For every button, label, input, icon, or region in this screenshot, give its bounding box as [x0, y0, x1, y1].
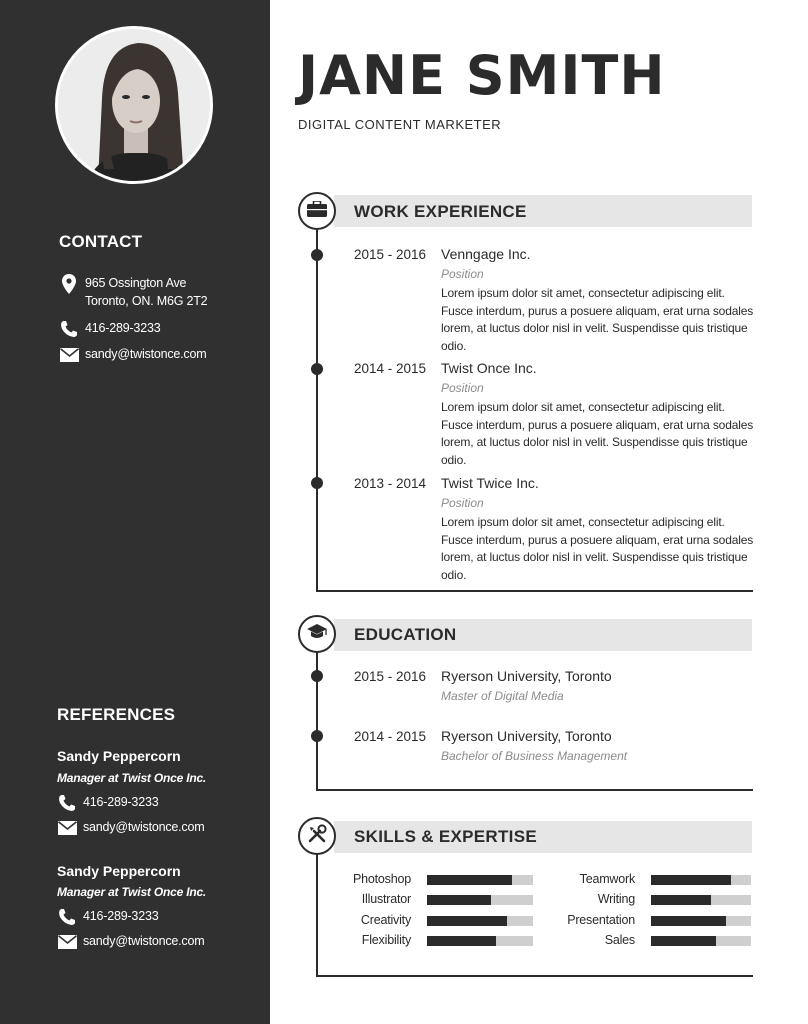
- education-years: 2014 - 2015: [354, 729, 427, 744]
- envelope-icon: [57, 932, 77, 952]
- job-title: DIGITAL CONTENT MARKETER: [298, 117, 502, 132]
- skill-label: Sales: [604, 933, 635, 947]
- reference-name: Sandy Peppercorn: [57, 863, 181, 879]
- timeline-dot: [311, 363, 323, 375]
- education-heading: EDUCATION: [354, 625, 457, 644]
- education-section-badge: [298, 615, 336, 653]
- work-company: Venngage Inc.: [441, 246, 531, 262]
- sidebar: [0, 0, 270, 1024]
- phone-number[interactable]: 416-289-3233: [85, 321, 161, 335]
- work-description: Lorem ipsum dolor sit amet, consectetur adipiscing elit. Fusce interdum, purus a posuere aliquam, erat urna sodales lorem, at luctus dolor nisl in velit. Suspendisse quis tristique odio.: [441, 286, 754, 353]
- reference-phone-row: [57, 793, 158, 813]
- skill-bar-track: [651, 895, 751, 905]
- work-position: Position: [441, 496, 484, 510]
- graduation-cap-icon: [306, 623, 328, 646]
- references-heading: REFERENCES: [57, 705, 176, 724]
- skill-bar-track: [427, 875, 533, 885]
- work-years: 2014 - 2015: [354, 361, 427, 376]
- tools-icon: [307, 824, 327, 849]
- skill-bar-track: [427, 936, 533, 946]
- reference-email-row: [57, 818, 204, 838]
- timeline-dot: [311, 249, 323, 261]
- candidate-name: JANE SMITH: [298, 44, 666, 107]
- skill-bar-track: [427, 916, 533, 926]
- briefcase-icon: [307, 201, 327, 222]
- skill-bar-track: [651, 875, 751, 885]
- skill-bar-fill: [427, 895, 491, 905]
- reference-email[interactable]: sandy@twistonce.com: [83, 820, 205, 834]
- address-row: [59, 274, 207, 310]
- skill-bar-fill: [427, 936, 496, 946]
- skill-bar-fill: [651, 895, 711, 905]
- envelope-icon: [57, 818, 77, 838]
- work-years: 2013 - 2014: [354, 476, 427, 491]
- education-section-divider: [316, 789, 753, 791]
- skill-label: Flexibility: [361, 933, 411, 947]
- reference-phone[interactable]: 416-289-3233: [83, 909, 159, 923]
- work-position: Position: [441, 267, 484, 281]
- contact-heading: CONTACT: [59, 232, 143, 251]
- work-company: Twist Once Inc.: [441, 360, 537, 376]
- work-timeline-line: [316, 211, 318, 592]
- work-description: Lorem ipsum dolor sit amet, consectetur adipiscing elit. Fusce interdum, purus a posuere aliquam, erat urna sodales lorem, at luctus dolor nisl in velit. Suspendisse quis tristique odio.: [441, 515, 754, 582]
- address-line-1: 965 Ossington Ave: [85, 276, 187, 290]
- email-address[interactable]: sandy@twistonce.com: [85, 347, 207, 361]
- address-line-2: Toronto, ON. M6G 2T2: [85, 294, 208, 308]
- education-degree: Master of Digital Media: [441, 689, 564, 703]
- skill-label: Illustrator: [361, 892, 411, 906]
- skill-label: Creativity: [360, 913, 411, 927]
- work-heading: WORK EXPERIENCE: [354, 202, 527, 221]
- work-section-badge: [298, 192, 336, 230]
- phone-icon: [59, 319, 79, 339]
- location-pin-icon: [59, 274, 79, 294]
- reference-phone[interactable]: 416-289-3233: [83, 795, 159, 809]
- skill-label: Presentation: [567, 913, 635, 927]
- education-timeline-line: [316, 634, 318, 791]
- skill-bar-track: [651, 916, 751, 926]
- address: [85, 274, 207, 310]
- email-row: [59, 345, 206, 365]
- skill-label: Writing: [597, 892, 635, 906]
- education-years: 2015 - 2016: [354, 669, 427, 684]
- skill-bar-fill: [427, 916, 507, 926]
- skills-section-divider: [316, 975, 753, 977]
- phone-row: [59, 319, 160, 339]
- skill-bar-fill: [427, 875, 512, 885]
- skill-bar-track: [427, 895, 533, 905]
- reference-name: Sandy Peppercorn: [57, 748, 181, 764]
- skill-bar-fill: [651, 875, 731, 885]
- profile-photo: [55, 26, 213, 184]
- work-position: Position: [441, 381, 484, 395]
- education-school: Ryerson University, Toronto: [441, 728, 612, 744]
- work-section-divider: [316, 590, 753, 592]
- skills-heading: SKILLS & EXPERTISE: [354, 827, 537, 846]
- skills-section-badge: [298, 817, 336, 855]
- envelope-icon: [59, 345, 79, 365]
- education-school: Ryerson University, Toronto: [441, 668, 612, 684]
- phone-icon: [57, 907, 77, 927]
- skill-bar-fill: [651, 936, 716, 946]
- reference-role: Manager at Twist Once Inc.: [57, 885, 207, 899]
- timeline-dot: [311, 477, 323, 489]
- work-years: 2015 - 2016: [354, 247, 427, 262]
- skill-label: Photoshop: [353, 872, 411, 886]
- timeline-dot: [311, 730, 323, 742]
- reference-phone-row: [57, 907, 158, 927]
- skill-bar-track: [651, 936, 751, 946]
- skill-label: Teamwork: [579, 872, 635, 886]
- reference-email-row: [57, 932, 204, 952]
- reference-role: Manager at Twist Once Inc.: [57, 771, 207, 785]
- skill-bar-fill: [651, 916, 726, 926]
- work-company: Twist Twice Inc.: [441, 475, 539, 491]
- reference-email[interactable]: sandy@twistonce.com: [83, 934, 205, 948]
- phone-icon: [57, 793, 77, 813]
- work-description: Lorem ipsum dolor sit amet, consectetur adipiscing elit. Fusce interdum, purus a posuere aliquam, erat urna sodales lorem, at luctus dolor nisl in velit. Suspendisse quis tristique odio.: [441, 400, 754, 467]
- education-degree: Bachelor of Business Management: [441, 749, 628, 763]
- timeline-dot: [311, 670, 323, 682]
